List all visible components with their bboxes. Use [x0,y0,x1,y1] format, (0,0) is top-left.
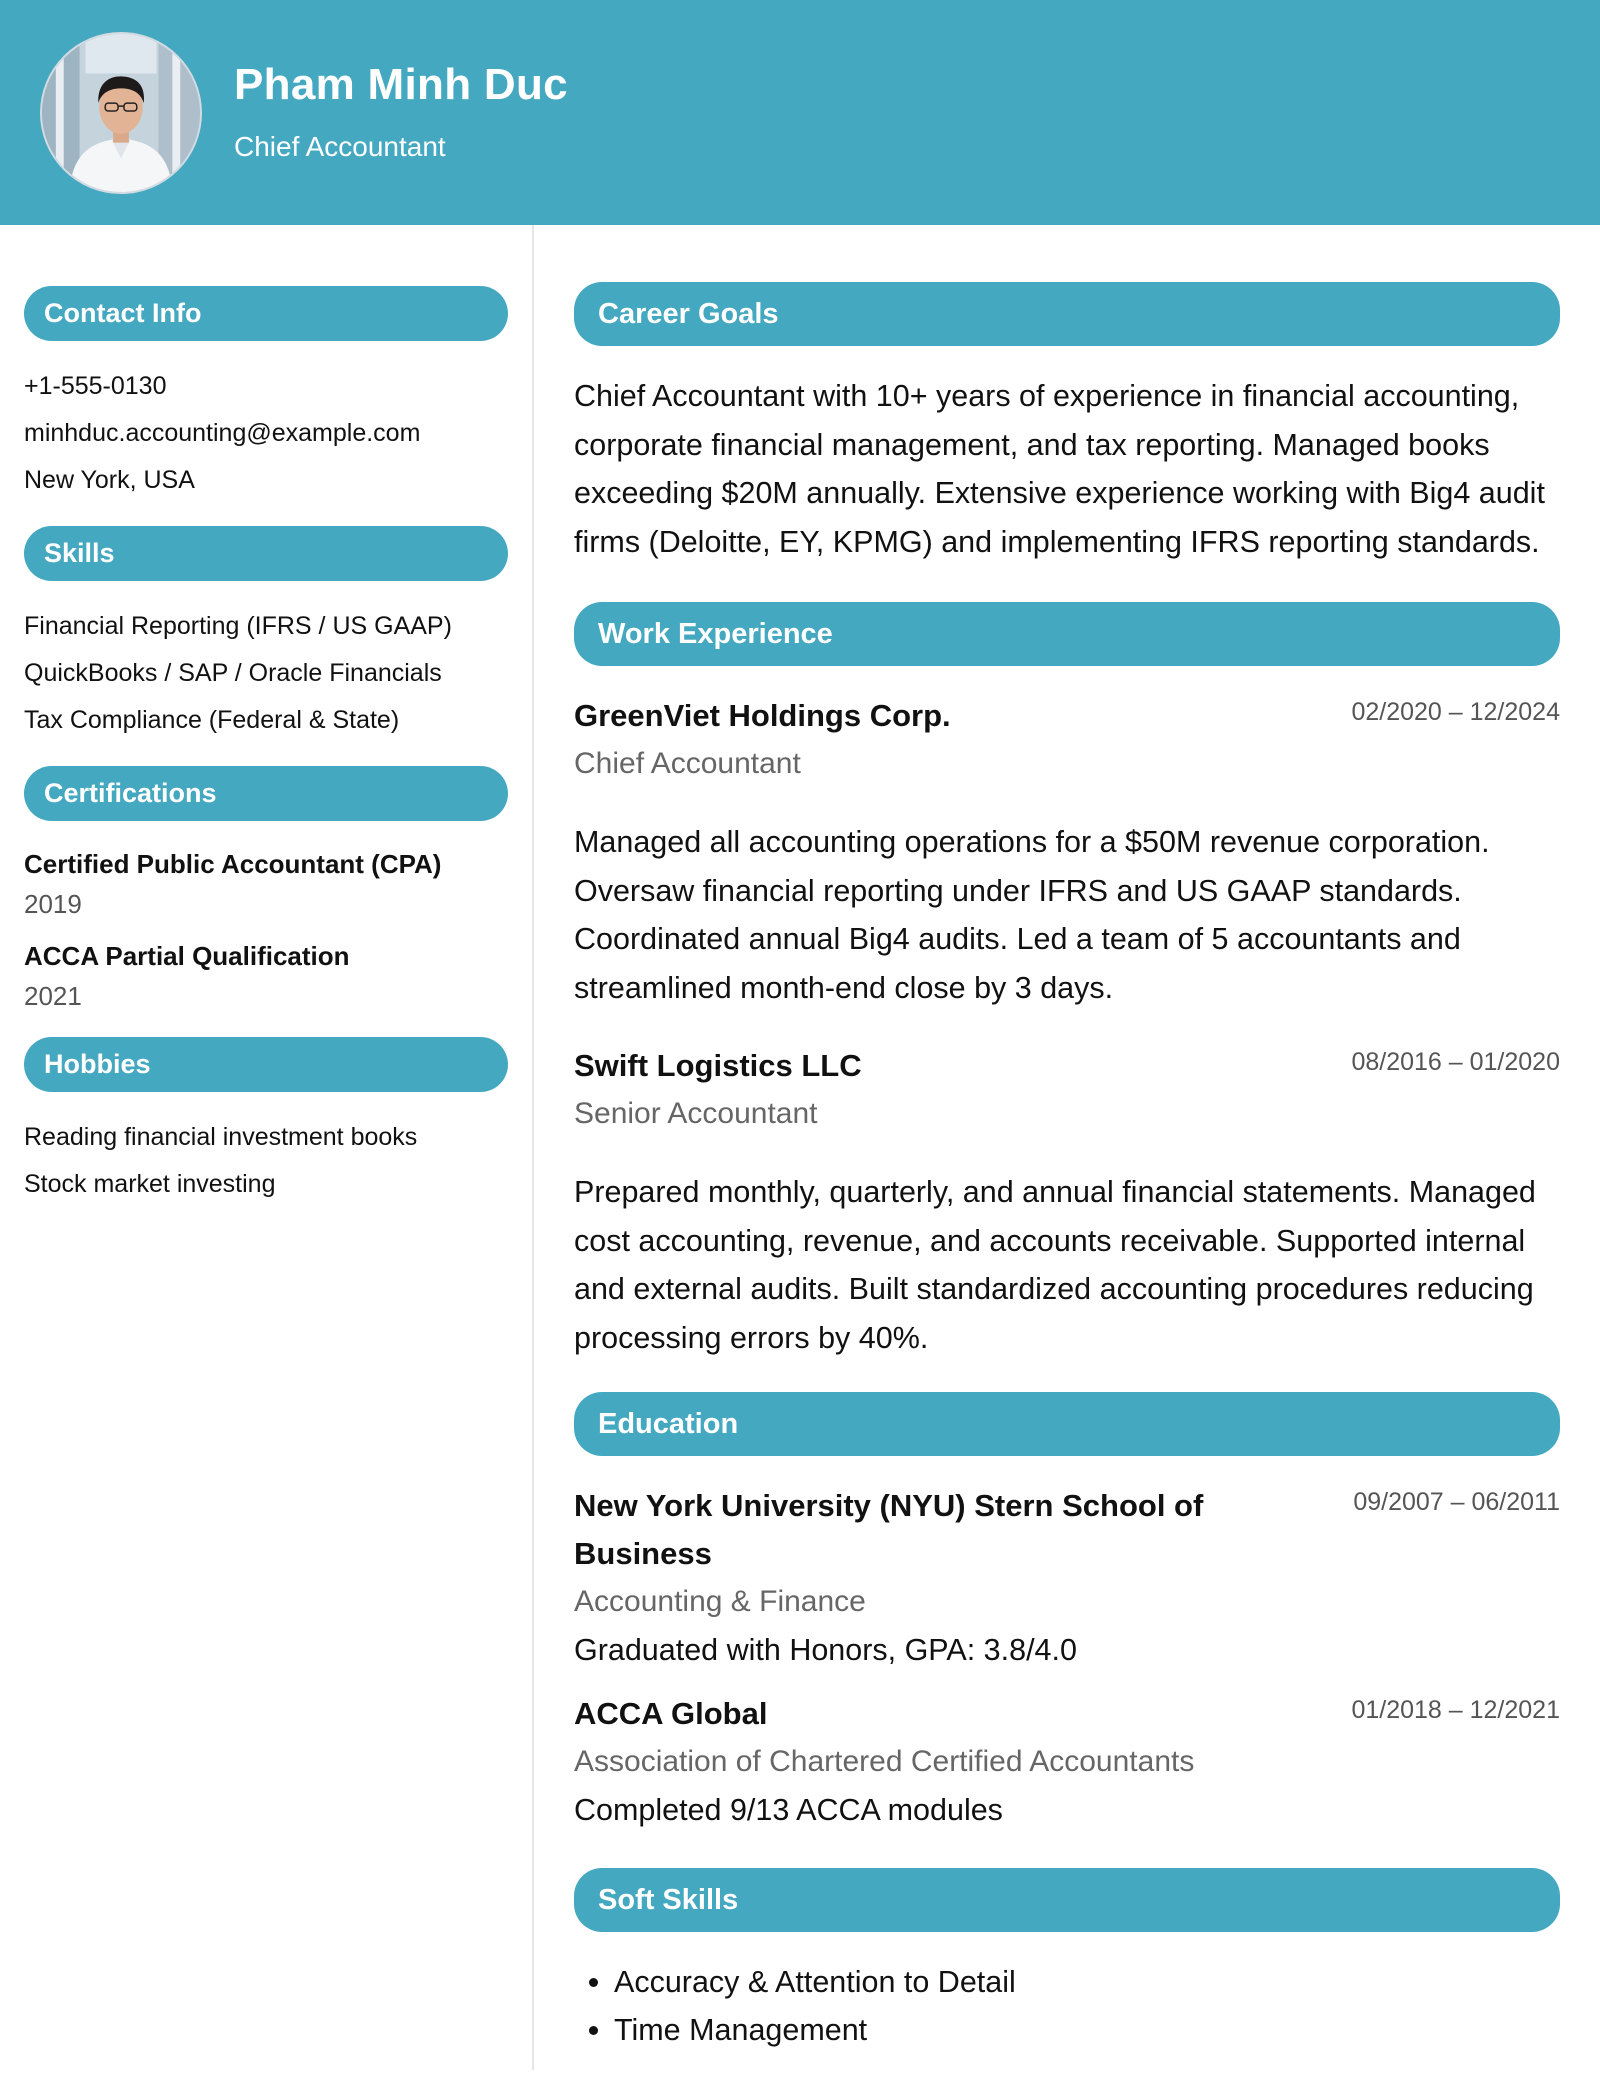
job-position: Chief Accountant [574,747,801,780]
hobby-item: Stock market investing [24,1170,276,1198]
job-entry [574,1042,1560,1362]
soft-skills-list [574,1958,1560,2054]
contact-email: minhduc.accounting@example.com [24,419,421,447]
skill-item: Tax Compliance (Federal & State) [24,706,400,734]
contact-info-section [24,363,508,504]
certification-year: 2019 [24,889,82,919]
hobbies-section [24,1114,508,1208]
education-field: Accounting & Finance [574,1585,866,1618]
certifications-heading: Certifications [24,766,508,821]
job-entry [574,692,1560,1012]
career-goals-text: Chief Accountant with 10+ years of experience in financial accounting, corporate financial management, and tax reporting. Managed books exceeding $20M annually. Extensive experience working with Big4 audit firms (Deloitte, EY, KPMG) and implementing IFRS reporting standards. [574,379,1545,559]
contact-location: New York, USA [24,466,195,494]
skills-heading: Skills [24,526,508,581]
certification-name: ACCA Partial Qualification [24,941,350,971]
skills-section [24,603,508,744]
education-field: Association of Chartered Certified Accountants [574,1745,1195,1778]
hobbies-heading: Hobbies [24,1037,508,1092]
certification-name: Certified Public Accountant (CPA) [24,849,442,879]
education-note: Graduated with Honors, GPA: 3.8/4.0 [574,1633,1077,1667]
job-description: Prepared monthly, quarterly, and annual financial statements. Managed cost accounting, revenue, and accounts receivable. Supported internal and external audits. Built standardized accounting procedures reducing processing errors by 40%. [574,1175,1536,1355]
candidate-title: Chief Accountant [234,131,446,162]
job-dates: 08/2016 – 01/2020 [1351,1048,1560,1076]
job-company: GreenViet Holdings Corp. [574,698,951,733]
soft-skill-item: • Time Management [614,2006,1560,2054]
profile-photo [40,32,202,194]
education-school: New York University (NYU) Stern School of Business [574,1488,1204,1571]
career-goals-heading: Career Goals [574,282,1560,346]
soft-skills-section [574,1868,1560,2054]
job-dates: 02/2020 – 12/2024 [1351,698,1560,726]
job-position: Senior Accountant [574,1097,818,1130]
column-divider [532,225,534,2070]
contact-phone: +1-555-0130 [24,372,167,400]
education-heading: Education [574,1392,1560,1456]
hobby-item: Reading financial investment books [24,1123,418,1151]
job-company: Swift Logistics LLC [574,1048,862,1083]
right-column [574,282,1560,2090]
certifications-section [24,843,508,1015]
education-school: ACCA Global [574,1696,768,1731]
certification-year: 2021 [24,981,82,1011]
work-experience-section [574,602,1560,1362]
education-entry [574,1690,1560,1834]
career-goals-section [574,282,1560,566]
skill-item: QuickBooks / SAP / Oracle Financials [24,659,442,687]
soft-skill-item: • Accuracy & Attention to Detail [614,1958,1560,2006]
left-column [24,286,508,1230]
work-experience-heading: Work Experience [574,602,1560,666]
resume-header [0,0,1600,225]
education-dates: 09/2007 – 06/2011 [1353,1488,1560,1516]
soft-skills-heading: Soft Skills [574,1868,1560,1932]
education-note: Completed 9/13 ACCA modules [574,1793,1003,1827]
contact-info-heading: Contact Info [24,286,508,341]
education-section [574,1392,1560,1834]
candidate-name: Pham Minh Duc [234,60,568,109]
skill-item: Financial Reporting (IFRS / US GAAP) [24,612,452,640]
education-entry [574,1482,1560,1674]
education-dates: 01/2018 – 12/2021 [1351,1696,1560,1724]
job-description: Managed all accounting operations for a $50M revenue corporation. Oversaw financial reporting under IFRS and US GAAP standards. Coordinated annual Big4 audits. Led a team of 5 accountants and streamlined month-end close by 3 days. [574,825,1490,1005]
